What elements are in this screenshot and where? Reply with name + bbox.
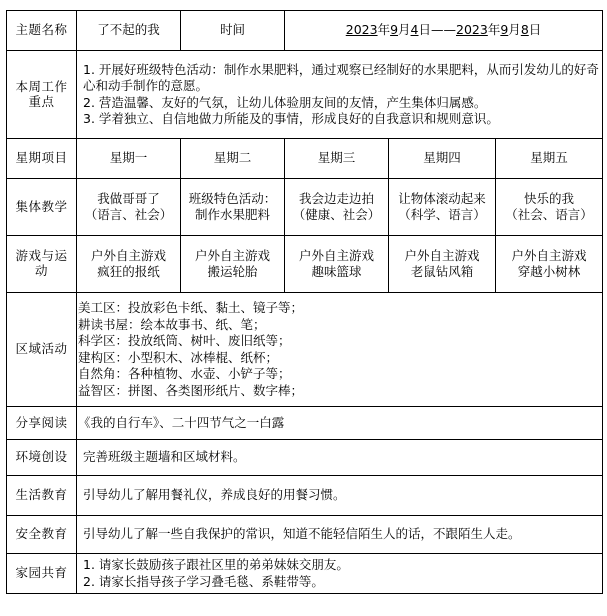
reading-label: 分享阅读 (7, 407, 77, 440)
theme-value: 了不起的我 (77, 11, 181, 51)
games-cell: 户外自主游戏 疯狂的报纸 (77, 236, 181, 293)
environment-row (7, 440, 603, 476)
start-day: 4 (410, 22, 419, 38)
header-row (7, 11, 603, 51)
focus-label: 本周工作重点 (7, 51, 77, 139)
home-item: 2. 请家长指导孩子学习叠毛毯、系鞋带等。 (83, 573, 324, 589)
area-item: 建构区：小型积木、冰棒棍、纸杯； (78, 349, 279, 365)
games-row (7, 236, 603, 293)
group-teaching-cell: 我做哥哥了 （语言、社会） (77, 179, 181, 236)
theme-label: 主题名称 (7, 11, 77, 51)
day-tuesday: 星期二 (181, 139, 285, 179)
life-content: 引导幼儿了解用餐礼仪，养成良好的用餐习惯。 (77, 476, 603, 516)
group-teaching-label: 集体教学 (7, 179, 77, 236)
area-item: 益智区：拼图、各类图形纸片、数字棒； (78, 382, 304, 398)
focus-content (77, 51, 603, 139)
focus-item: 2. 营造温馨、友好的气氛，让幼儿体验朋友间的友情，产生集体归属感。 (83, 94, 487, 110)
group-teaching-cell: 让物体滚动起来 （科学、语言） (389, 179, 496, 236)
environment-label: 环境创设 (7, 440, 77, 476)
games-cell: 户外自主游戏 趣味篮球 (285, 236, 389, 293)
days-row (7, 139, 603, 179)
day-friday: 星期五 (496, 139, 603, 179)
focus-row (7, 51, 603, 139)
date-range: 2023年9月4日——2023年9月8日 (285, 11, 603, 51)
day-wednesday: 星期三 (285, 139, 389, 179)
reading-content: 《我的自行车》、二十四节气之一白露 (77, 407, 603, 440)
home-label: 家园共育 (7, 554, 77, 594)
area-item: 美工区：投放彩色卡纸、黏土、镜子等； (78, 300, 304, 315)
life-label: 生活教育 (7, 476, 77, 516)
home-content (77, 554, 603, 594)
life-row (7, 476, 603, 516)
group-teaching-cell: 班级特色活动： 制作水果肥料 (181, 179, 285, 236)
time-label: 时间 (181, 11, 285, 51)
safety-content: 引导幼儿了解一些自我保护的常识，知道不能轻信陌生人的话，不跟陌生人走。 (77, 516, 603, 554)
areas-row (7, 293, 603, 407)
games-cell: 户外自主游戏 老鼠钻风箱 (389, 236, 496, 293)
areas-label: 区域活动 (7, 293, 77, 407)
games-cell: 户外自主游戏 穿越小树林 (496, 236, 603, 293)
focus-item: 3. 学着独立、自信地做力所能及的事情，形成良好的自我意识和规则意识。 (83, 111, 499, 126)
area-item: 耕读书屋：绘本故事书、纸、笔； (78, 316, 266, 332)
start-year: 2023 (345, 22, 378, 38)
weekly-plan-table (6, 10, 603, 594)
home-row (7, 554, 603, 594)
day-monday: 星期一 (77, 139, 181, 179)
day-thursday: 星期四 (389, 139, 496, 179)
end-day: 8 (520, 22, 529, 38)
end-year: 2023 (456, 22, 488, 38)
start-month: 9 (390, 22, 399, 38)
weekday-item-label: 星期项目 (7, 139, 77, 179)
area-item: 科学区：投放纸筒、树叶、废旧纸等； (78, 333, 291, 348)
areas-content (77, 293, 603, 407)
games-cell: 户外自主游戏 搬运轮胎 (181, 236, 285, 293)
environment-content: 完善班级主题墙和区域材料。 (77, 440, 603, 476)
reading-row (7, 407, 603, 440)
focus-item: 1. 开展好班级特色活动：制作水果肥料，通过观察已经制好的水果肥料，从而引发幼儿的好奇心和动手制作的意愿。 (83, 61, 599, 93)
safety-label: 安全教育 (7, 516, 77, 554)
games-label: 游戏与运动 (7, 236, 77, 293)
group-teaching-row (7, 179, 603, 236)
safety-row (7, 516, 603, 554)
group-teaching-cell: 我会边走边拍 （健康、社会） (285, 179, 389, 236)
end-month: 9 (500, 22, 509, 38)
group-teaching-cell: 快乐的我 （社会、语言） (496, 179, 603, 236)
area-item: 自然角：各种植物、水壶、小铲子等； (78, 366, 291, 381)
home-item: 1. 请家长鼓励孩子跟社区里的弟弟妹妹交朋友。 (83, 557, 349, 572)
